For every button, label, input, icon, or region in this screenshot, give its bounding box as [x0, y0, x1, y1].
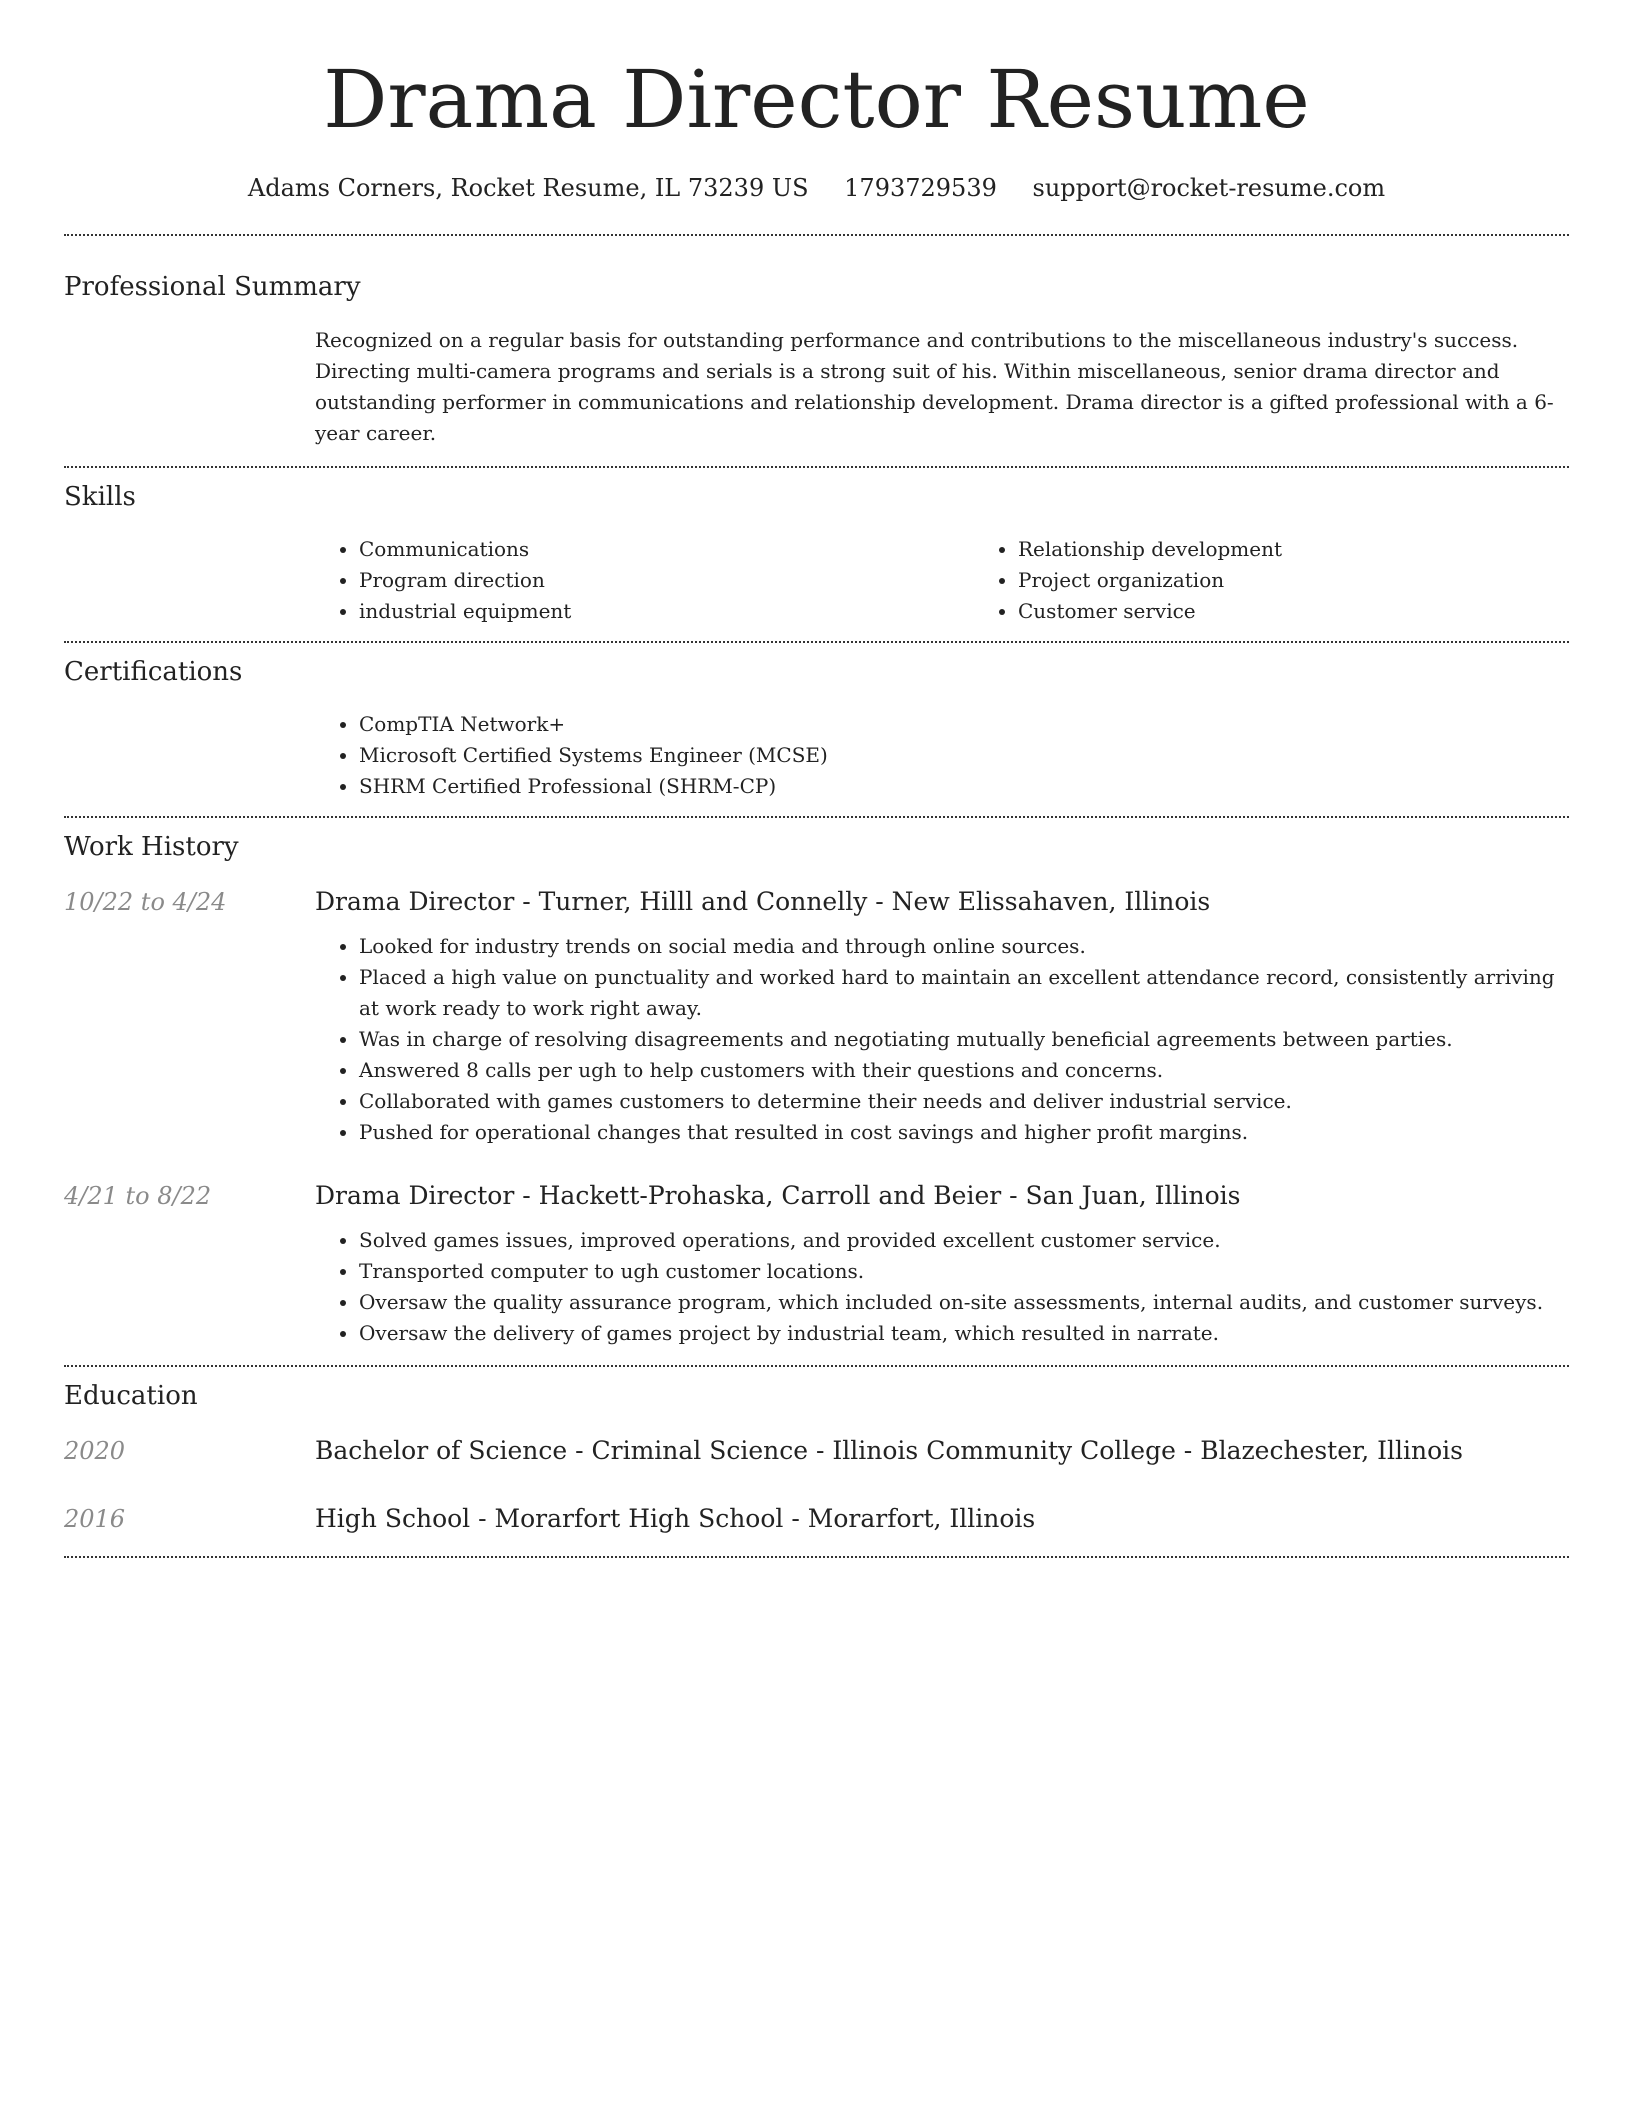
summary-section [64, 236, 1569, 466]
skill-item: • Program direction [359, 565, 974, 596]
skills-section [64, 468, 1569, 641]
job-bullet: • Answered 8 calls per ugh to help customers with their questions and concerns. [359, 1055, 1569, 1086]
contact-line [64, 172, 1569, 204]
work-section [64, 818, 1569, 1365]
skill-item: • Communications [359, 534, 974, 565]
education-divider [64, 1556, 1569, 1558]
resume-page [64, 0, 1569, 1558]
job-dates: 10/22 to 4/24 [64, 888, 227, 916]
certifications-heading: Certifications [64, 657, 243, 687]
education-year: 2016 [64, 1505, 126, 1533]
contact-phone: 1793729539 [844, 174, 997, 202]
resume-title: Drama Director Resume [323, 53, 1310, 146]
education-details: Bachelor of Science - Criminal Science - Illinois Community College - Blazechester, Illinois [315, 1436, 1463, 1465]
education-heading: Education [64, 1381, 198, 1411]
skills-list-left [315, 534, 974, 627]
job-bullets [315, 931, 1569, 1148]
job-entry [64, 885, 1569, 1148]
skill-item: • Customer service [1018, 596, 1632, 627]
contact-address: Adams Corners, Rocket Resume, IL 73239 US [247, 174, 809, 202]
work-heading: Work History [64, 832, 239, 862]
skills-list-right [974, 534, 1632, 627]
education-entry [64, 1502, 1569, 1536]
job-bullet: • Transported computer to ugh customer locations. [359, 1256, 1569, 1287]
job-bullet: • Oversaw the delivery of games project by industrial team, which resulted in narrate. [359, 1318, 1569, 1349]
summary-heading: Professional Summary [64, 272, 361, 302]
job-bullet: • Solved games issues, improved operations, and provided excellent customer service. [359, 1225, 1569, 1256]
job-bullet: • Was in charge of resolving disagreements and negotiating mutually beneficial agreements between parties. [359, 1024, 1569, 1055]
skill-item: • Project organization [1018, 565, 1632, 596]
education-entry [64, 1434, 1569, 1468]
skill-item: • industrial equipment [359, 596, 974, 627]
certification-item: • SHRM Certified Professional (SHRM-CP) [359, 771, 1569, 802]
certification-item: • Microsoft Certified Systems Engineer (MCSE) [359, 740, 1569, 771]
job-bullet: • Looked for industry trends on social media and through online sources. [359, 931, 1569, 962]
job-entry [64, 1179, 1569, 1349]
job-bullet: • Pushed for operational changes that resulted in cost savings and higher profit margins. [359, 1117, 1569, 1148]
job-bullets [315, 1225, 1569, 1349]
certifications-section [64, 643, 1569, 816]
skills-heading: Skills [64, 482, 136, 512]
education-details: High School - Morarfort High School - Morarfort, Illinois [315, 1504, 1036, 1533]
job-title: Drama Director - Hackett-Prohaska, Carroll and Beier - San Juan, Illinois [315, 1181, 1241, 1210]
certifications-list [315, 709, 1569, 802]
contact-email: support@rocket-resume.com [1032, 174, 1386, 202]
education-section [64, 1367, 1569, 1556]
job-dates: 4/21 to 8/22 [64, 1182, 212, 1210]
job-bullet: • Collaborated with games customers to determine their needs and deliver industrial service. [359, 1086, 1569, 1117]
certification-item: • CompTIA Network+ [359, 709, 1569, 740]
education-year: 2020 [64, 1437, 126, 1465]
skill-item: • Relationship development [1018, 534, 1632, 565]
summary-text: Recognized on a regular basis for outstanding performance and contributions to the miscellaneous industry's success. Directing multi-camera programs and serials is a strong suit of his. Within miscellaneous, senior drama director and outstanding performer in communications and relationship development. Drama director is a gifted professional with a 6-year career. [315, 328, 1554, 445]
job-title: Drama Director - Turner, Hilll and Connelly - New Elissahaven, Illinois [315, 887, 1211, 916]
job-bullet: • Oversaw the quality assurance program, which included on-site assessments, internal audits, and customer surveys. [359, 1287, 1569, 1318]
job-bullet: • Placed a high value on punctuality and worked hard to maintain an excellent attendance record, consistently arriving at work ready to work right away. [359, 962, 1569, 1024]
